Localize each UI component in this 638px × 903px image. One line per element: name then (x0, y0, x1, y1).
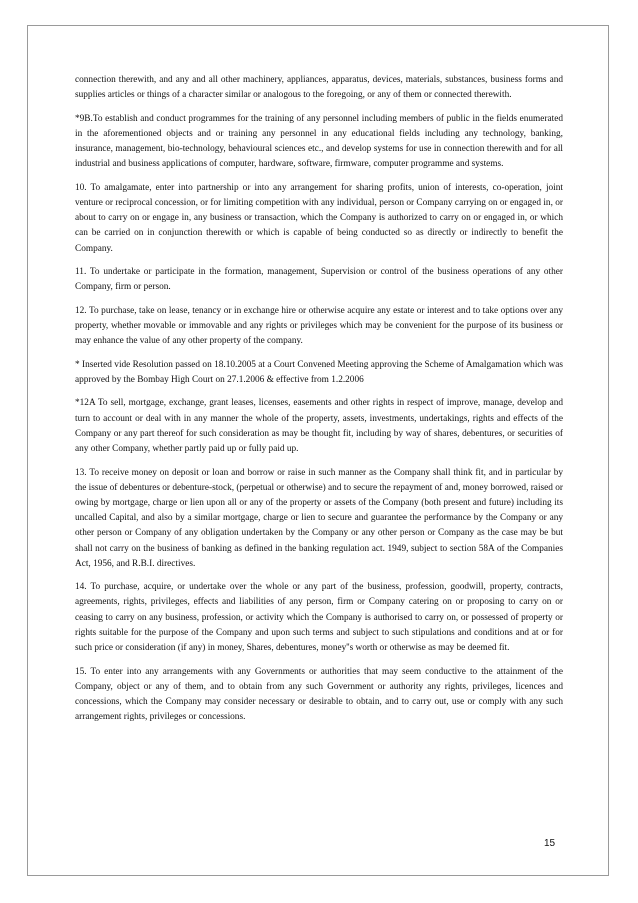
paragraph-11: 11. To undertake or participate in the formation, management, Supervision or control of the business operations of any other Company, firm or person. (75, 267, 563, 293)
paragraph-13: 13. To receive money on deposit or loan and borrow or raise in such manner as the Company shall think fit, and in particular by the issue of debentures or debenture-stock, (perpetual or otherwise) and to secure the repayment of and, money borrowed, raised or owing by mortgage, charge or lien upon all or any of the property or assets of the Company (both present and future) including its uncalled Capital, and also by a similar mortgage, charge or lien to secure and guarantee the performance by the Company or any other person or Company of any obligation undertaken by the Company or any other person or Company as the case may be but shall not carry on the business of banking as defined in the banking regulation act. 1949, subject to section 58A of the Companies Act, 1956, and R.B.I. directives. (75, 467, 563, 569)
paragraph-continuation: connection therewith, and any and all other machinery, appliances, apparatus, devices, materials, substances, business forms and supplies articles or things of a character similar or analogous to the foregoing, or any of them or connected therewith. (75, 75, 563, 101)
paragraph-14: 14. To purchase, acquire, or undertake over the whole or any part of the business, profession, goodwill, property, contracts, agreements, rights, privileges, effects and liabilities of any person, firm or Company catering on or proposing to carry on or ceasing to carry on any business, profession, or activity which the Company is authorised to carry on, or possessed of property or rights suitable for the purpose of the Company and upon such terms and subject to such stipulations and conditions and at or for such price or consideration (if any) in money, Shares, debentures, money''s worth or otherwise as may be deemed fit. (75, 582, 563, 654)
paragraph-12a: *12A To sell, mortgage, exchange, grant leases, licenses, easements and other rights in respect of improve, manage, develop and turn to account or deal with in any manner the whole of the property, assets, investments, undertakings, rights and effects of the Company or any part thereof for such consideration as may be thought fit, including by way of shares, debentures, or securities of any other Company, whether partly paid up or fully paid up. (75, 398, 563, 455)
page-number: 15 (544, 838, 556, 849)
paragraph-10: 10. To amalgamate, enter into partnership or into any arrangement for sharing profits, union of interests, co-operation, joint venture or reciprocal concession, or for limiting competition with any individual, person or Company carrying on or engaged in, or about to carry on or engage in, any business or transaction, which the Company is authorized to carry on or engaged in, or which can be carried on in conjunction therewith or which is capable of being conducted so as directly or indirectly to benefit the Company. (75, 182, 563, 254)
paragraph-12: 12. To purchase, take on lease, tenancy or in exchange hire or otherwise acquire any estate or interest and to take options over any property, whether movable or immovable and any rights or privileges which may be convenient for the purpose of its business or may enhance the value of any other property of the company. (75, 305, 563, 347)
footnote-inserted: * Inserted vide Resolution passed on 18.10.2005 at a Court Convened Meeting approving the Scheme of Amalgamation which was approved by the Bombay High Court on 27.1.2006 & effective from 1.2.2006 (75, 359, 563, 385)
paragraph-9b: *9B.To establish and conduct programmes for the training of any personnel including members of public in the fields enumerated in the aforementioned objects and or training any personnel in any educational fields including any technology, banking, insurance, management, bio-technology, behavioural sciences etc., and develop systems for use in connection therewith and for all industrial and business applications of computer, hardware, software, firmware, computer programme and systems. (75, 113, 563, 170)
document-body (75, 73, 563, 734)
paragraph-15: 15. To enter into any arrangements with any Governments or authorities that may seem conductive to the attainment of the Company, object or any of them, and to obtain from any such Government or authority any rights, privileges, licences and concessions, which the Company may consider necessary or desirable to obtain, and to carry out, use or comply with any such arrangement rights, privileges or concessions. (75, 666, 563, 723)
